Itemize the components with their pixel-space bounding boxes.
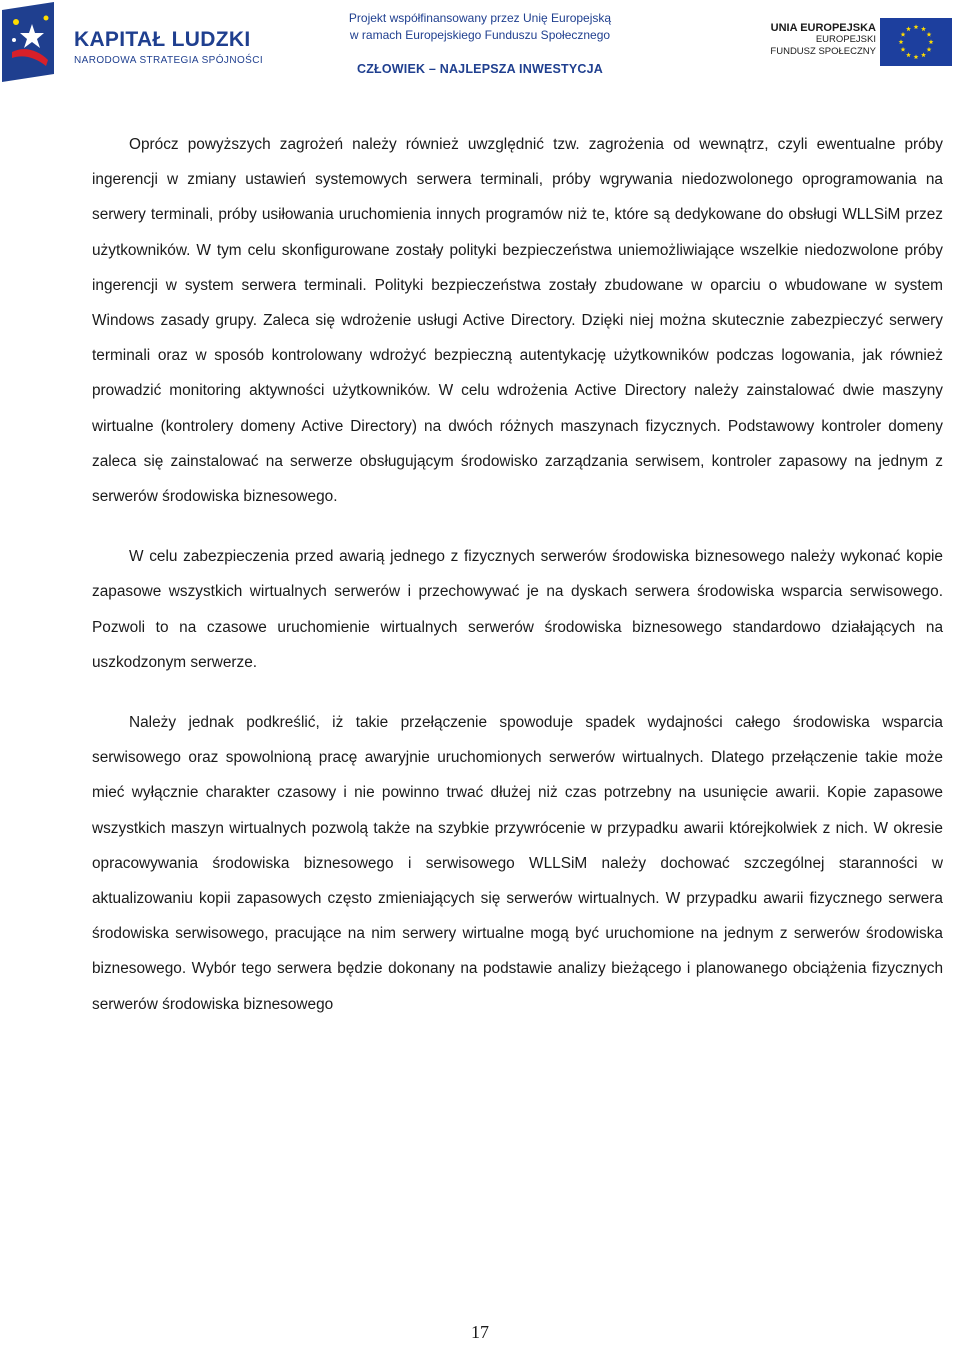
kapital-ludzki-subtitle: NARODOWA STRATEGIA SPÓJNOŚCI (74, 55, 264, 66)
funding-line-2: w ramach Europejskiego Funduszu Społecznego (349, 28, 611, 42)
funding-line-1: Projekt współfinansowany przez Unię Europejską (348, 11, 612, 25)
paragraph: Należy jednak podkreślić, iż takie przełączenie spowoduje spadek wydajności całego środowiska wsparcia serwisowego oraz spowolnioną pracę awaryjnie uruchomionych serwerów wirtualnych. Dlatego przełączenie takie może mieć wyłącznie charakter czasowy i nie powinno trwać dłużej niż czas potrzebny na usunięcie awarii. Kopie zapasowe wszystkich maszyn wirtualnych pozwolą także na szybkie przywrócenie w przypadku awarii którejkolwiek z nich. W okresie opracowywania środowiska biznesowego i serwisowego WLLSiM należy dochować szczególnej staranności w aktualizowaniu kopii zapasowych często zmieniających się serwerów wirtualnych. W przypadku awarii fizycznego serwera środowiska serwisowego, pracujące na nim serwery wirtualne mogą być uruchomione na jednym z serwerów środowiska biznesowego. Wybór tego serwera będzie dokonany na podstawie analizy bieżącego i planowanego obciążenia fizycznych serwerów środowiska biznesowego (92, 714, 943, 1013)
page-header (0, 0, 960, 90)
eu-logo-text (770, 22, 876, 58)
project-funding-notice (310, 10, 650, 76)
eu-social-fund-logo (770, 18, 960, 68)
page-number: 17 (471, 1322, 489, 1342)
kapital-ludzki-logo (2, 2, 264, 82)
kapital-ludzki-title: KAPITAŁ LUDZKI (74, 28, 251, 51)
eu-logo-line-2: EUROPEJSKI (815, 34, 876, 45)
paragraph: W celu zabezpieczenia przed awarią jednego z fizycznych serwerów środowiska biznesowego należy wykonać kopie zapasowe wszystkich wirtualnych serwerów i przechowywać je na dyskach serwera środowiska wsparcia serwisowego. Pozwoli to na czasowe uruchomienie wirtualnych serwerów środowiska biznesowego standardowo działających na uszkodzonym serwerze. (92, 548, 943, 671)
kapital-ludzki-emblem-icon (2, 2, 64, 82)
eu-logo-line-1: UNIA EUROPEJSKA (770, 22, 876, 34)
document-body (92, 127, 943, 1022)
slogan: CZŁOWIEK – NAJLEPSZA INWESTYCJA (356, 62, 604, 76)
eu-logo-line-3: FUNDUSZ SPOŁECZNY (770, 46, 876, 57)
eu-flag-icon (880, 18, 952, 66)
paragraph: Oprócz powyższych zagrożeń należy również uwzględnić tzw. zagrożenia od wewnątrz, czyli ewentualne próby ingerencji w zmiany ustawień systemowych serwera terminali, próby wgrywania niedozwolonego oprogramowania na serwery terminali, próby usiłowania uruchomienia innych programów niż te, które są dedykowane do obsługi WLLSiM przez użytkowników. W tym celu skonfigurowane zostały polityki bezpieczeństwa uniemożliwiające wszelkie niedozwolone próby ingerencji w system serwera terminali. Polityki bezpieczeństwa zostały zbudowane w oparciu o wbudowane w system Windows zasady grupy. Zaleca się wdrożenie usługi Active Directory. Dzięki niej można skutecznie zabezpieczyć serwery terminali oraz w sposób kontrolowany wdrożyć bezpieczną autentykację użytkowników podczas logowania, jak również prowadzić monitoring aktywności użytkowników. W celu wdrożenia Active Directory należy zainstalować dwie maszyny wirtualne (kontrolery domeny Active Directory) na dwóch różnych maszynach fizycznych. Podstawowy kontroler domeny zaleca się zainstalować na serwerze obsługującym środowisko zarządzania serwisem, kontroler zapasowy na jednym z serwerów środowiska biznesowego. (92, 136, 943, 506)
